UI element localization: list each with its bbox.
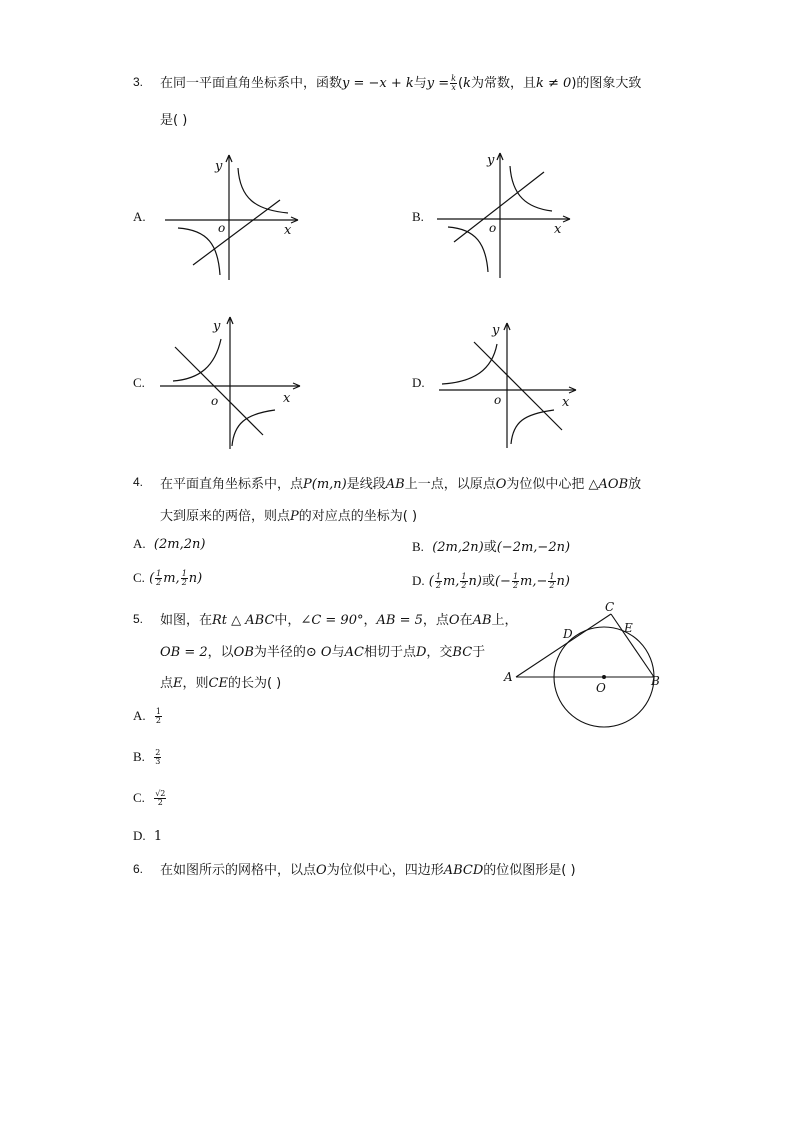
q5-option-a-label: A. [133, 708, 146, 723]
q3-graph-c [155, 314, 310, 454]
q4-option-b-value1: (2m,2n) [432, 540, 484, 555]
q5-center-dot [602, 675, 606, 679]
q5-angle: ∠C = 90° [300, 613, 364, 628]
q4-option-a-value: (2m,2n) [153, 537, 206, 552]
q4-option-d-frac3-den: 2 [512, 581, 519, 590]
q5-bc: BC [452, 645, 473, 660]
q4-option-d [412, 570, 570, 590]
q5-text-1f: 上， [491, 613, 518, 628]
q3-eq2-den: x [451, 83, 456, 92]
q5-fig-b: B [651, 674, 660, 688]
q5-number: 5. [133, 612, 144, 626]
q5-d: D [415, 645, 427, 660]
q5-stem-line1 [160, 609, 518, 628]
q4-option-b-label: B. [412, 539, 424, 554]
q5-option-a-den: 2 [155, 716, 161, 725]
q4-option-d-m2: m,− [520, 574, 548, 589]
q5-o: O [448, 613, 460, 628]
q4-option-c-frac2 [181, 570, 188, 587]
q5-ob2: OB [233, 645, 254, 660]
q3-text-e: )的图象大致 [571, 76, 642, 91]
q4-text-1d: 为位似中心把 △ [506, 477, 599, 492]
q4-p: P [290, 509, 299, 524]
q4-option-d-frac1 [435, 573, 442, 590]
q6-o: O [316, 863, 327, 878]
q4-text-1b: 是线段 [346, 477, 386, 492]
q5-figure [500, 596, 670, 760]
q5-option-b-num: 2 [155, 748, 161, 757]
q4-option-c-frac2-den: 2 [181, 578, 187, 587]
q4-stem-line2 [160, 505, 417, 524]
q5-option-d [133, 828, 162, 844]
q3-option-a-label: A. [133, 209, 146, 224]
q4-option-d-n: n) [468, 574, 482, 589]
q5-ab2: AB [472, 613, 492, 628]
q6-stem [160, 859, 576, 878]
q5-rt: Rt △ ABC [212, 613, 275, 628]
q5-fig-e: E [624, 621, 633, 635]
q5-option-b-den: 3 [155, 757, 161, 766]
q4-option-b-value2: (−2m,−2n) [496, 540, 571, 555]
q4-seg: AB [385, 477, 405, 492]
q4-stem-line1 [160, 473, 641, 492]
q6-text-c: 的位似图形是( ) [483, 863, 576, 878]
q6-text-b: 为位似中心，四边形 [326, 863, 444, 878]
q3-k: k [463, 76, 471, 91]
q5-text-1d: ，点 [422, 613, 449, 628]
q5-text-1c: ， [363, 613, 377, 628]
q3-eq2-fraction [450, 75, 457, 92]
q5-e: E [173, 676, 183, 691]
q4-option-d-frac4 [548, 573, 555, 590]
q5-text-1a: 如图，在 [160, 613, 213, 628]
q4-option-c-frac1-den: 2 [156, 578, 162, 587]
q5-ce: CE [208, 676, 228, 691]
q4-point: P(m,n) [303, 477, 347, 492]
q4-option-d-frac2-num: 1 [461, 572, 467, 581]
q5-option-c-num: √2 [155, 789, 166, 798]
q3-graph-c-y: y [213, 319, 221, 334]
q3-graph-d-y: y [492, 323, 500, 338]
q4-option-d-frac2-den: 2 [461, 581, 467, 590]
q4-option-d-or: 或 [481, 574, 495, 589]
q4-tri: AOB [598, 477, 629, 492]
q4-text-1a: 在平面直角坐标系中，点 [160, 477, 304, 492]
q3-eq2-lhs: y = [426, 76, 450, 91]
q6-text-a: 在如图所示的网格中，以点 [160, 863, 317, 878]
q5-text-3a: 点 [160, 676, 174, 691]
q5-fig-d: D [563, 627, 573, 641]
q4-option-d-frac3-num: 1 [512, 572, 519, 581]
q4-text-2a: 大到原来的两倍，则点 [160, 509, 291, 524]
q3-graph-b-y: y [487, 153, 495, 168]
q3-graph-d-x: x [562, 395, 570, 410]
q4-option-c-open: ( [149, 571, 155, 586]
q4-option-c-frac2-num: 1 [181, 569, 187, 578]
q4-option-a [133, 536, 205, 552]
q3-graph-c-x: x [283, 391, 291, 406]
q4-option-d-frac2 [460, 573, 467, 590]
q4-text-1c: 上一点，以原点 [404, 477, 496, 492]
q4-option-d-frac4-den: 2 [549, 581, 555, 590]
q3-text-a: 在同一平面直角坐标系中，函数 [160, 76, 343, 91]
q4-option-c-m: m, [163, 571, 180, 586]
q3-graph-d-o: o [494, 393, 502, 407]
q3-text-d: 为常数，且 [471, 76, 537, 91]
q3-graph-b-o: o [489, 221, 497, 235]
q5-option-d-label: D. [133, 828, 146, 843]
q4-option-d-frac4-num: 1 [549, 572, 555, 581]
q5-text-2a: ，以 [207, 645, 234, 660]
q4-option-d-label: D. [412, 573, 425, 588]
q3-option-d-label: D. [412, 375, 425, 390]
q4-number: 4. [133, 475, 144, 489]
q5-option-d-value: 1 [153, 829, 163, 844]
q4-option-d-frac1-num: 1 [435, 572, 441, 581]
q4-text-1e: 放 [628, 477, 642, 492]
q3-graph-a-x: x [284, 223, 292, 238]
q5-text-2e: ，交 [426, 645, 453, 660]
q4-option-c-frac1-num: 1 [156, 569, 162, 578]
q3-graph-a-o: o [218, 221, 226, 235]
q3-graph-b [432, 148, 582, 283]
q5-ob: OB = 2 [160, 645, 208, 660]
q4-option-b-or: 或 [483, 540, 497, 555]
q5-text-3c: 的长为( ) [227, 676, 282, 691]
q4-option-c-frac1 [155, 570, 162, 587]
q5-option-a-num: 1 [155, 707, 161, 716]
q5-text-3b: ，则 [182, 676, 209, 691]
q5-option-c-frac [154, 790, 166, 807]
q5-option-c [133, 790, 167, 807]
q5-option-a-frac [155, 708, 162, 725]
q4-option-c-label: C. [133, 570, 145, 585]
q6-abcd: ABCD [443, 863, 484, 878]
q4-option-b [412, 536, 570, 555]
q5-text-2b: 为半径的 [253, 645, 306, 660]
q5-option-c-label: C. [133, 790, 145, 805]
q3-graph-c-o: o [211, 394, 219, 408]
q3-eq1: y = −x + k [342, 76, 414, 91]
q4-option-d-open2: (− [494, 574, 511, 589]
q4-option-d-frac1-den: 2 [435, 581, 441, 590]
q4-origin: O [495, 477, 507, 492]
q5-fig-o: O [596, 681, 606, 695]
q5-option-c-den: 2 [157, 798, 163, 807]
q3-number: 3. [133, 75, 144, 89]
q5-text-2d: 相切于点 [363, 645, 416, 660]
q5-text-1b: 中， [274, 613, 301, 628]
q5-option-b [133, 749, 162, 766]
q5-stem-line3 [160, 672, 281, 691]
q5-stem-line2 [160, 641, 485, 660]
q3-option-b-label: B. [412, 209, 424, 224]
q3-eq2-num: k [451, 74, 457, 83]
q5-fig-a: A [504, 670, 513, 684]
q5-fig-c: C [605, 600, 615, 614]
q6-number: 6. [133, 862, 144, 876]
q5-option-a [133, 708, 163, 725]
q5-option-b-frac [154, 749, 161, 766]
q4-option-a-label: A. [133, 536, 146, 551]
q4-option-c-n: n) [188, 571, 203, 586]
q5-text-1e: 在 [459, 613, 473, 628]
q3-text-c: ( [458, 76, 464, 91]
q4-option-d-frac3 [512, 573, 519, 590]
q3-cond: k ≠ 0 [536, 76, 572, 91]
q4-option-d-m: m, [442, 574, 460, 589]
q5-ab: AB = 5 [376, 613, 423, 628]
q5-option-b-label: B. [133, 749, 145, 764]
q5-ac: AC [344, 645, 364, 660]
q4-text-2b: 的对应点的坐标为( ) [298, 509, 418, 524]
q3-graph-b-x: x [554, 222, 562, 237]
q4-option-d-open: ( [428, 574, 434, 589]
q3-graph-a [160, 150, 310, 285]
q4-option-c [133, 570, 202, 587]
q5-text-2c: 与 [331, 645, 345, 660]
q3-graph-d [434, 318, 584, 453]
q5-circ: ⊙ O [305, 645, 332, 660]
q3-text-b: 与 [413, 76, 427, 91]
q4-option-d-n2: n) [556, 574, 570, 589]
q3-option-c-label: C. [133, 375, 145, 390]
q3-graph-a-y: y [215, 159, 223, 174]
q3-stem-line1 [160, 72, 641, 92]
q3-stem-line2: 是( ) [160, 113, 188, 128]
q5-text-2f: 于 [472, 645, 486, 660]
